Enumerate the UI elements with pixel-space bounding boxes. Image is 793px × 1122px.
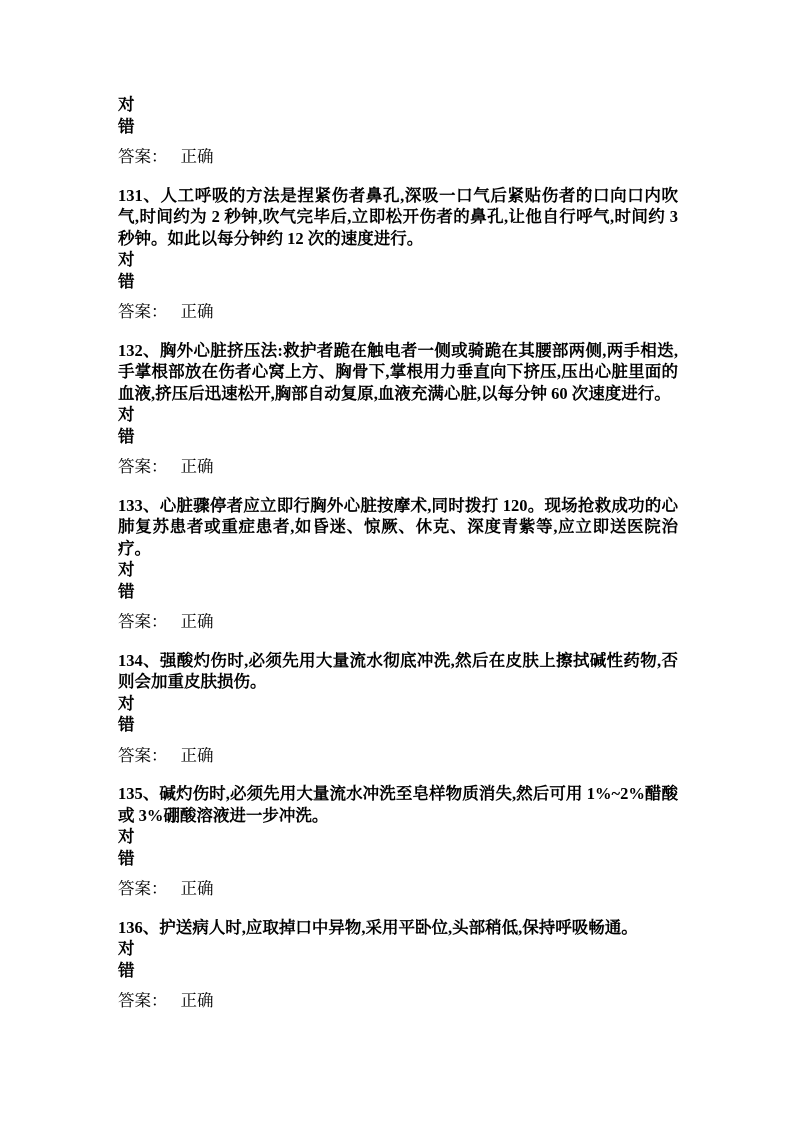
question-block-136 (118, 917, 678, 1012)
question-answer-list (118, 94, 678, 1029)
option-true: 对 (118, 95, 135, 114)
answer-label: 答案： (118, 745, 168, 765)
answer-label: 答案： (118, 879, 168, 898)
answer-label: 答案： (118, 147, 168, 166)
option-true: 对 (118, 827, 135, 846)
answer-value: 正确 (180, 991, 214, 1010)
question-block-135 (118, 783, 678, 900)
answer-line (118, 878, 678, 900)
option-false: 错 (118, 116, 135, 136)
answer-value: 正确 (180, 147, 214, 166)
option-false: 错 (118, 581, 135, 601)
option-true: 对 (118, 693, 135, 713)
question-block-134 (118, 650, 678, 767)
answer-value: 正确 (180, 457, 214, 476)
answer-line (118, 301, 678, 323)
question-text: 131、人工呼吸的方法是捏紧伤者鼻孔,深吸一口气后紧贴伤者的口向口内吹气,时间约为 2 秒钟,吹气完毕后,立即松开伤者的鼻孔,让他自行呼气,时间约 3 秒钟。如此以每分钟约 12 次的速度进行。 (118, 185, 678, 248)
question-text: 134、强酸灼伤时,必须先用大量流水彻底冲洗,然后在皮肤上擦拭碱性药物,否则会加重皮肤损伤。 (118, 650, 678, 691)
answer-value: 正确 (180, 745, 214, 765)
option-false: 错 (118, 426, 135, 446)
option-true: 对 (118, 405, 135, 424)
answer-label: 答案： (118, 457, 168, 476)
answer-line (118, 745, 678, 767)
answer-value: 正确 (180, 612, 214, 631)
question-text: 136、护送病人时,应取掉口中异物,采用平卧位,头部稍低,保持呼吸畅通。 (118, 917, 638, 937)
option-false: 错 (118, 271, 135, 291)
option-false: 错 (118, 960, 135, 980)
answer-line (118, 456, 678, 478)
answer-line (118, 990, 678, 1012)
answer-value: 正确 (180, 879, 214, 898)
answer-label: 答案： (118, 612, 168, 631)
question-block-133 (118, 495, 678, 633)
option-true: 对 (118, 939, 135, 958)
option-true: 对 (118, 560, 135, 579)
option-true: 对 (118, 250, 135, 269)
question-text: 135、碱灼伤时,必须先用大量流水冲洗至皂样物质消失,然后可用 1%~2%醋酸或 3%硼酸溶液进一步冲洗。 (118, 784, 678, 825)
partial-question-block (118, 94, 678, 168)
answer-line (118, 611, 678, 633)
option-false: 错 (118, 715, 135, 734)
answer-value: 正确 (180, 302, 214, 321)
question-block-131 (118, 185, 678, 323)
question-text: 133、心脏骤停者应立即行胸外心脏按摩术,同时拨打 120。现场抢救成功的心肺复苏患者或重症患者,如昏迷、惊厥、休克、深度青紫等,应立即送医院治疗。 (118, 495, 678, 558)
answer-line (118, 146, 678, 168)
question-block-132 (118, 340, 678, 478)
answer-label: 答案： (118, 302, 168, 321)
answer-label: 答案： (118, 991, 168, 1010)
question-text: 132、胸外心脏挤压法:救护者跪在触电者一侧或骑跪在其腰部两侧,两手相迭,手掌根部放在伤者心窝上方、胸骨下,掌根用力垂直向下挤压,压出心脏里面的血液,挤压后迅速松开,胸部自动复原,血液充满心脏,以每分钟 60 次速度进行。 (118, 340, 678, 403)
option-false: 错 (118, 848, 135, 868)
